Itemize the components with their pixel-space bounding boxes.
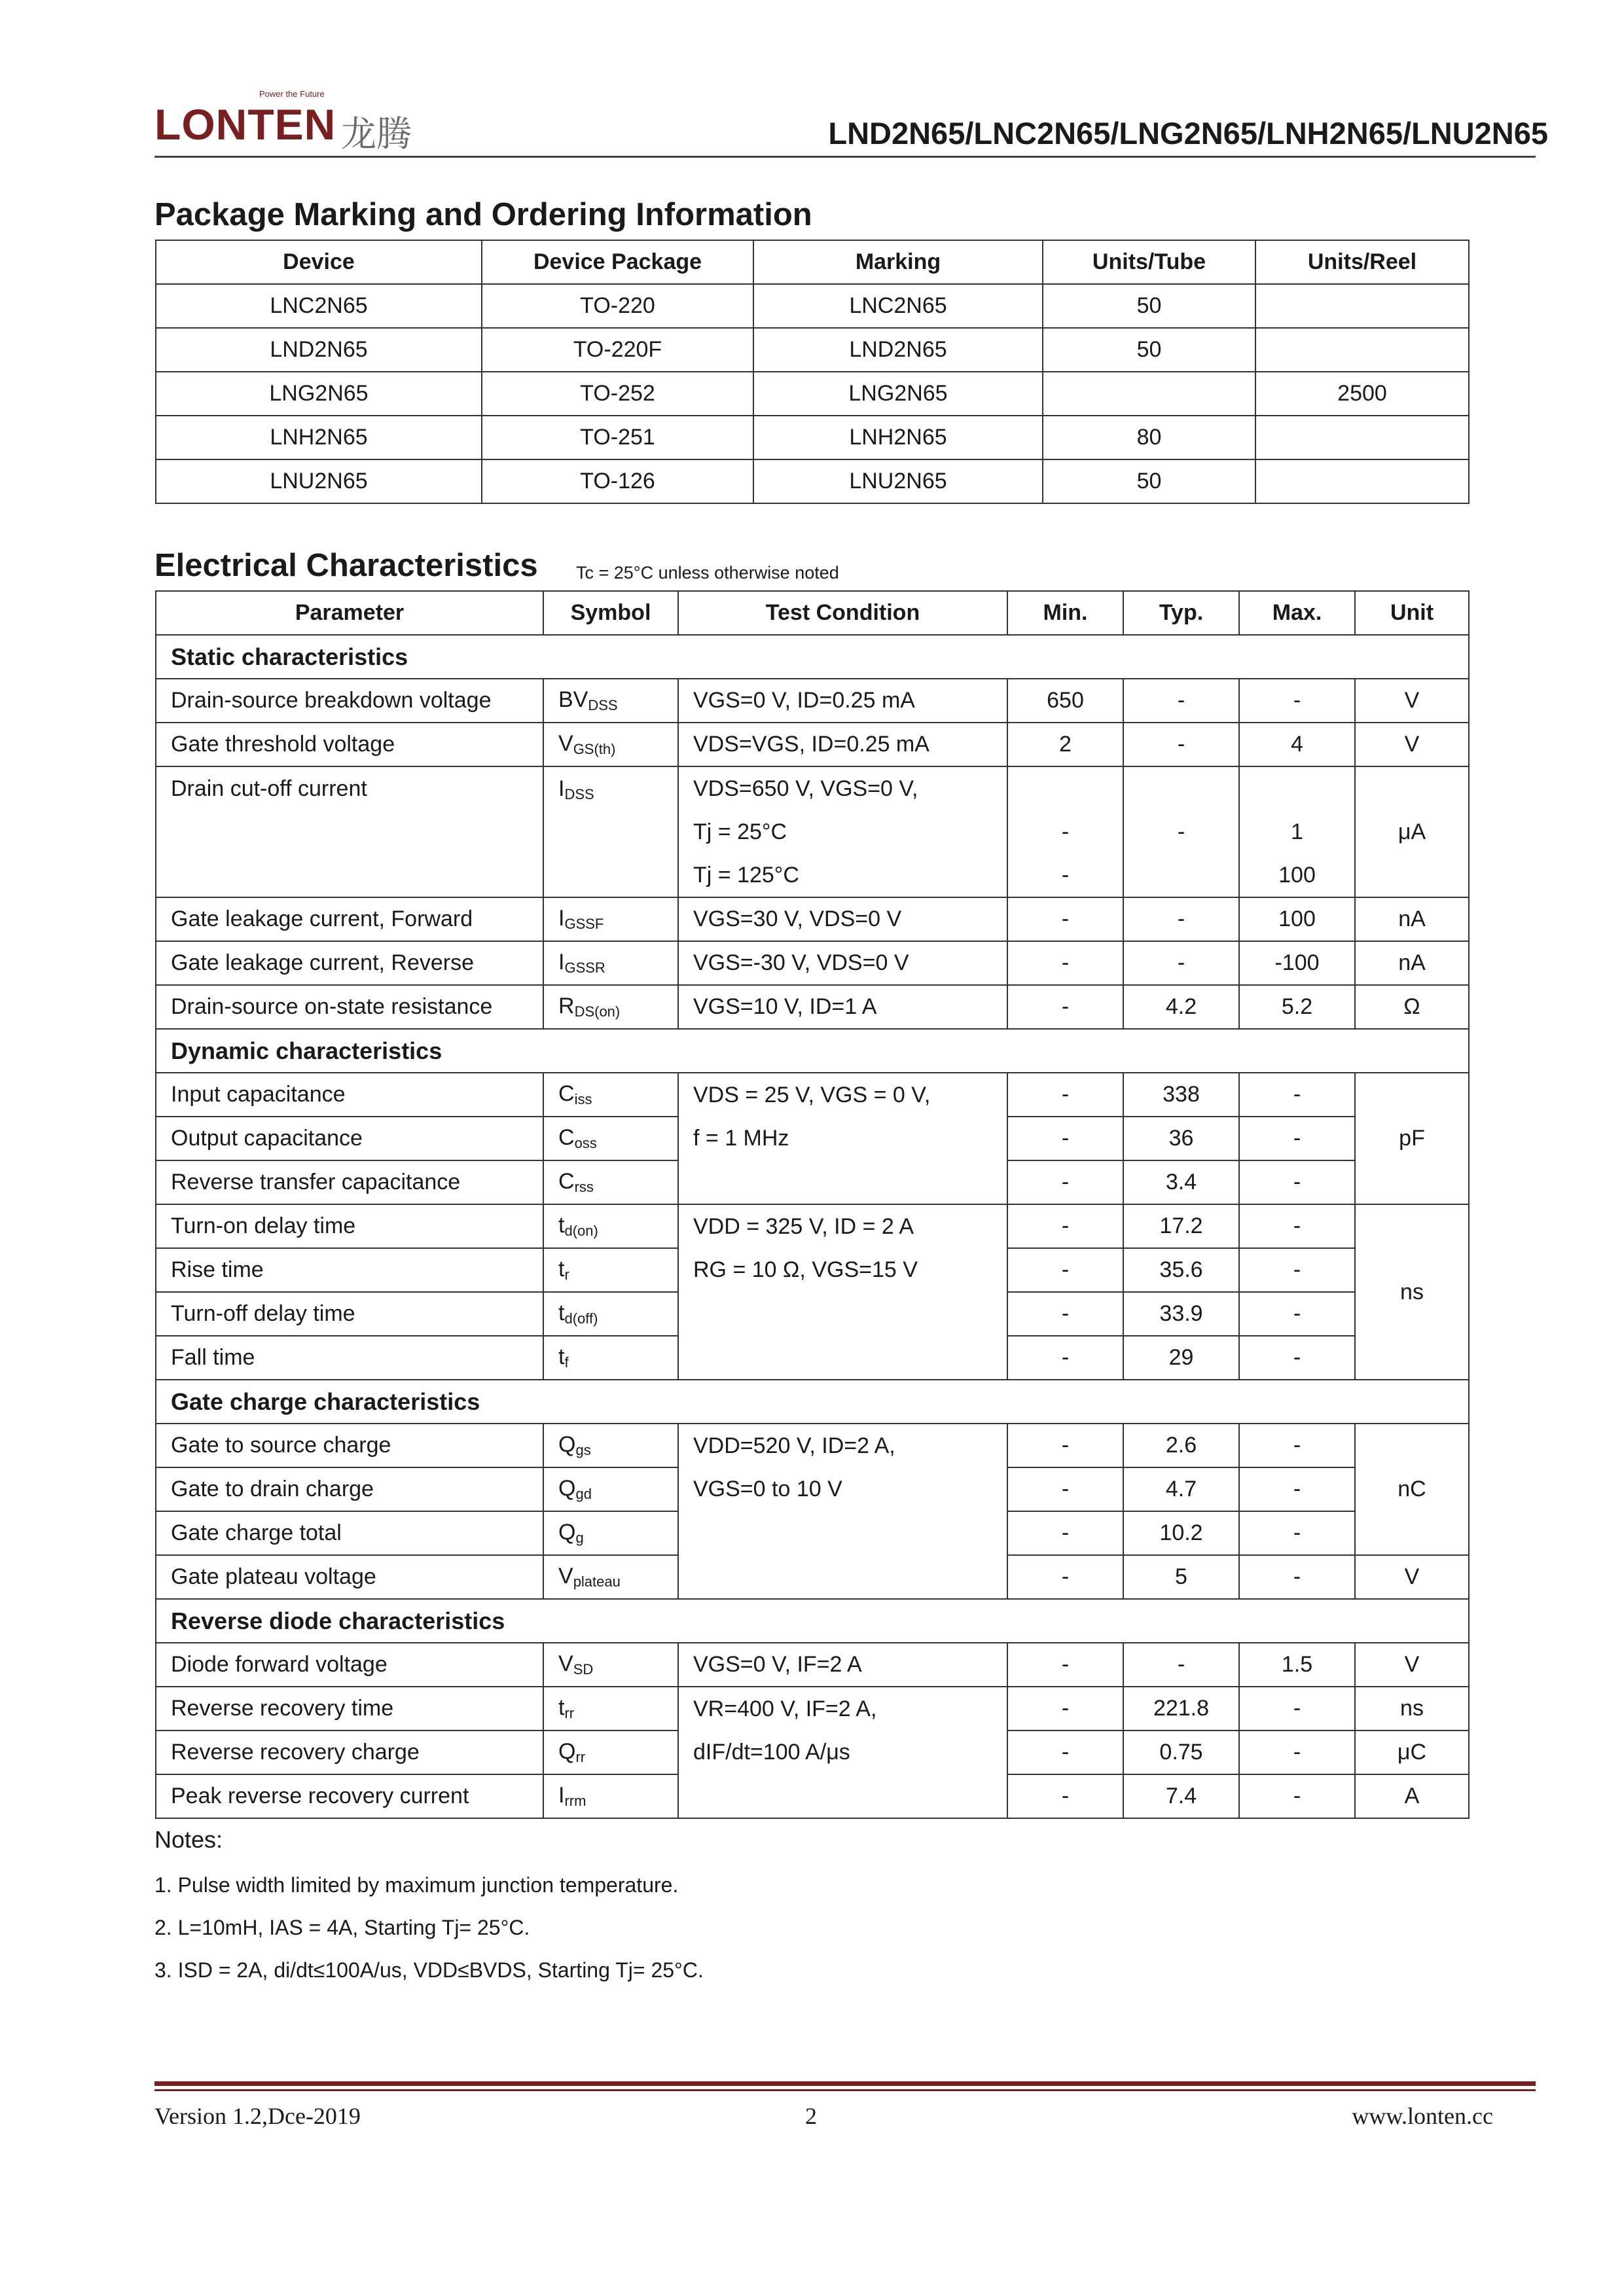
symbol-cell [543, 679, 678, 723]
footer-version: Version 1.2,Dce-2019 [154, 2103, 361, 2129]
typ-cell: - [1123, 1643, 1239, 1687]
symbol-cell [543, 1774, 678, 1818]
min-cell: - [1007, 1467, 1123, 1511]
table-row [156, 328, 1469, 372]
note-item: 3. ISD = 2A, di/dt≤100A/us, VDD≤BVDS, Starting Tj= 25°C. [154, 1958, 704, 1982]
condition-line: VGS=0 to 10 V [693, 1477, 842, 1501]
parameter-cell: Input capacitance [156, 1073, 543, 1117]
max-cell: 100 [1239, 897, 1355, 941]
symbol-cell [543, 1731, 678, 1774]
symbol-subscript: rr [575, 1749, 586, 1765]
parameter-cell: Rise time [156, 1248, 543, 1292]
value-line [1008, 767, 1123, 810]
cell: LNG2N65 [156, 372, 482, 416]
unit-cell: V [1355, 679, 1469, 723]
symbol: C [558, 1169, 575, 1194]
condition-cell: VGS=0 V, IF=2 A [678, 1643, 1007, 1687]
cell: LNH2N65 [156, 416, 482, 459]
parameter-cell: Gate charge total [156, 1511, 543, 1555]
symbol-subscript: SD [573, 1661, 594, 1677]
parameter-cell: Turn-off delay time [156, 1292, 543, 1336]
unit-cell: V [1355, 1643, 1469, 1687]
max-cell: - [1239, 1555, 1355, 1599]
table-row [156, 897, 1469, 941]
symbol: Q [558, 1739, 576, 1764]
max-cell: - [1239, 1073, 1355, 1117]
parameter-cell: Reverse recovery charge [156, 1731, 543, 1774]
symbol-cell [543, 1160, 678, 1204]
min-cell: - [1007, 1292, 1123, 1336]
typ-cell: 35.6 [1123, 1248, 1239, 1292]
typ-cell: 0.75 [1123, 1731, 1239, 1774]
cell: TO-252 [482, 372, 753, 416]
parameter-cell: Gate threshold voltage [156, 723, 543, 766]
cell: LNU2N65 [753, 459, 1043, 503]
unit-cell: nA [1355, 897, 1469, 941]
parameter-cell: Turn-on delay time [156, 1204, 543, 1248]
typ-cell: - [1123, 897, 1239, 941]
symbol-cell [543, 1467, 678, 1511]
max-cell: - [1239, 1160, 1355, 1204]
condition-line: Tj = 25°C [693, 819, 787, 844]
symbol: Q [558, 1476, 576, 1501]
unit-cell: μA [1355, 766, 1469, 897]
condition-cell [678, 766, 1007, 897]
unit-cell: Ω [1355, 985, 1469, 1029]
symbol: Q [558, 1432, 576, 1457]
typ-cell: 36 [1123, 1117, 1239, 1160]
cell: 80 [1043, 416, 1255, 459]
symbol-cell [543, 1248, 678, 1292]
typ-cell: 4.2 [1123, 985, 1239, 1029]
max-cell: - [1239, 1117, 1355, 1160]
footer-rule [154, 2081, 1536, 2086]
table-row [156, 1424, 1469, 1467]
unit-cell: V [1355, 1555, 1469, 1599]
cell: TO-126 [482, 459, 753, 503]
symbol-cell [543, 1073, 678, 1117]
footer-page-number: 2 [805, 2103, 817, 2129]
footer-rule-thin [154, 2089, 1536, 2091]
section-heading: Gate charge characteristics [156, 1380, 1469, 1424]
cell: 50 [1043, 284, 1255, 328]
unit-cell: V [1355, 723, 1469, 766]
symbol-subscript: d(on) [564, 1223, 598, 1239]
table-row [156, 1204, 1469, 1248]
min-cell: 650 [1007, 679, 1123, 723]
cell [1255, 284, 1469, 328]
table-row [156, 284, 1469, 328]
section-reverse-diode [156, 1599, 1469, 1643]
symbol-cell [543, 1117, 678, 1160]
condition-line: VDD = 325 V, ID = 2 A [693, 1214, 914, 1239]
value-line [1124, 767, 1238, 810]
cell: LNC2N65 [156, 284, 482, 328]
section-static [156, 635, 1469, 679]
symbol-subscript: rrm [564, 1793, 586, 1809]
note-item: 1. Pulse width limited by maximum junction temperature. [154, 1873, 679, 1897]
cell: LNG2N65 [753, 372, 1043, 416]
header-unit: Unit [1355, 591, 1469, 635]
cell [1255, 459, 1469, 503]
parameter-cell: Reverse recovery time [156, 1687, 543, 1731]
min-cell: - [1007, 1424, 1123, 1467]
parameter-cell: Gate plateau voltage [156, 1555, 543, 1599]
cell [1043, 372, 1255, 416]
notes-title: Notes: [154, 1826, 223, 1853]
symbol: C [558, 1125, 575, 1150]
condition-line: VR=400 V, IF=2 A, [693, 1696, 877, 1721]
unit-cell: A [1355, 1774, 1469, 1818]
min-cell: 2 [1007, 723, 1123, 766]
cell [1255, 416, 1469, 459]
max-cell: - [1239, 1511, 1355, 1555]
table-row [156, 1643, 1469, 1687]
min-cell: - [1007, 1555, 1123, 1599]
parameter-cell: Gate to drain charge [156, 1467, 543, 1511]
symbol-cell [543, 1687, 678, 1731]
cell: TO-251 [482, 416, 753, 459]
parameter-cell: Drain-source on-state resistance [156, 985, 543, 1029]
table-row [156, 459, 1469, 503]
symbol-cell [543, 985, 678, 1029]
lonten-logo [154, 77, 416, 156]
typ-cell: 10.2 [1123, 1511, 1239, 1555]
header-units-reel: Units/Reel [1255, 240, 1469, 284]
condition-cell: VGS=0 V, ID=0.25 mA [678, 679, 1007, 723]
condition-cell: VGS=30 V, VDS=0 V [678, 897, 1007, 941]
symbol-subscript: oss [574, 1135, 597, 1151]
symbol: t [558, 1213, 565, 1238]
symbol: BV [558, 687, 588, 712]
max-cell: 4 [1239, 723, 1355, 766]
cell: 50 [1043, 459, 1255, 503]
cell: TO-220 [482, 284, 753, 328]
value-line [1124, 853, 1238, 897]
min-cell: - [1007, 985, 1123, 1029]
unit-cell: ns [1355, 1687, 1469, 1731]
typ-cell: 7.4 [1123, 1774, 1239, 1818]
symbol: V [558, 1651, 573, 1676]
symbol-subscript: gd [575, 1486, 592, 1502]
symbol-subscript: r [564, 1266, 569, 1283]
min-cell: - [1007, 897, 1123, 941]
symbol: R [558, 994, 575, 1018]
symbol-subscript: rss [574, 1179, 594, 1195]
symbol-cell [543, 897, 678, 941]
max-cell: - [1239, 1467, 1355, 1511]
symbol: I [558, 906, 565, 931]
symbol: I [558, 950, 565, 975]
parameter-cell: Gate leakage current, Forward [156, 897, 543, 941]
value-line [1240, 767, 1354, 810]
cell: 2500 [1255, 372, 1469, 416]
table-row [156, 723, 1469, 766]
value-line: 100 [1278, 863, 1316, 888]
min-cell: - [1007, 1731, 1123, 1774]
typ-cell: 3.4 [1123, 1160, 1239, 1204]
unit-cell: nC [1355, 1424, 1469, 1555]
symbol-cell [543, 1336, 678, 1380]
parameter-cell: Gate to source charge [156, 1424, 543, 1467]
condition-cell [678, 1687, 1007, 1818]
header-parameter: Parameter [156, 591, 543, 635]
typ-cell: 4.7 [1123, 1467, 1239, 1511]
table-row [156, 941, 1469, 985]
max-cell: - [1239, 679, 1355, 723]
value-line: - [1177, 819, 1185, 844]
cell: 50 [1043, 328, 1255, 372]
parameter-cell: Drain cut-off current [156, 766, 543, 897]
symbol: Q [558, 1520, 576, 1545]
package-table [155, 240, 1470, 504]
header-rule [154, 156, 1536, 158]
max-cell: - [1239, 1204, 1355, 1248]
section-dynamic [156, 1029, 1469, 1073]
min-cell: - [1007, 941, 1123, 985]
condition-cell: VGS=10 V, ID=1 A [678, 985, 1007, 1029]
min-cell [1007, 766, 1123, 897]
cell [1255, 328, 1469, 372]
logo-text: LONTEN [154, 100, 336, 149]
min-cell: - [1007, 1687, 1123, 1731]
header-typ: Typ. [1123, 591, 1239, 635]
symbol: V [558, 731, 573, 756]
symbol: I [558, 1783, 565, 1808]
header-units-tube: Units/Tube [1043, 240, 1255, 284]
logo-chinese-text: 龙腾 [341, 113, 412, 154]
condition-line: f = 1 MHz [693, 1126, 789, 1151]
min-cell: - [1007, 1336, 1123, 1380]
max-cell: - [1239, 1731, 1355, 1774]
typ-cell: 5 [1123, 1555, 1239, 1599]
section-heading: Reverse diode characteristics [156, 1599, 1469, 1643]
symbol-subscript: gs [575, 1442, 591, 1458]
symbol-subscript: plateau [573, 1573, 621, 1590]
symbol-cell [543, 1511, 678, 1555]
symbol: I [558, 776, 565, 801]
min-cell: - [1007, 1073, 1123, 1117]
symbol-cell [543, 766, 678, 897]
symbol: t [558, 1257, 565, 1282]
max-cell: -100 [1239, 941, 1355, 985]
symbol-subscript: GSSF [564, 916, 604, 932]
value-line: - [1061, 863, 1070, 888]
symbol-cell [543, 1424, 678, 1467]
parameter-cell: Output capacitance [156, 1117, 543, 1160]
condition-line: RG = 10 Ω, VGS=15 V [693, 1257, 918, 1282]
max-cell: - [1239, 1424, 1355, 1467]
table-row [156, 1687, 1469, 1731]
max-cell: - [1239, 1687, 1355, 1731]
condition-cell [678, 1204, 1007, 1380]
symbol-cell [543, 941, 678, 985]
unit-cell: pF [1355, 1073, 1469, 1204]
max-cell: 1.5 [1239, 1643, 1355, 1687]
temperature-note: Tc = 25°C unless otherwise noted [576, 563, 839, 583]
min-cell: - [1007, 1511, 1123, 1555]
symbol-cell [543, 1204, 678, 1248]
typ-cell: 33.9 [1123, 1292, 1239, 1336]
unit-cell: ns [1355, 1204, 1469, 1380]
header-device-package: Device Package [482, 240, 753, 284]
symbol-subscript: f [564, 1354, 569, 1371]
table-row [156, 766, 1469, 897]
symbol-cell [543, 723, 678, 766]
symbol-subscript: g [575, 1530, 584, 1546]
section-heading: Static characteristics [156, 635, 1469, 679]
parameter-cell: Diode forward voltage [156, 1643, 543, 1687]
min-cell: - [1007, 1774, 1123, 1818]
condition-line: VDS = 25 V, VGS = 0 V, [693, 1083, 931, 1107]
parameter-cell: Gate leakage current, Reverse [156, 941, 543, 985]
symbol-subscript: iss [574, 1091, 592, 1107]
table-row [156, 985, 1469, 1029]
section-heading: Dynamic characteristics [156, 1029, 1469, 1073]
symbol-subscript: d(off) [564, 1310, 598, 1327]
symbol-cell [543, 1643, 678, 1687]
table-row [156, 372, 1469, 416]
typ-cell: - [1123, 679, 1239, 723]
max-cell: - [1239, 1292, 1355, 1336]
symbol: V [558, 1564, 573, 1588]
table-row [156, 416, 1469, 459]
document-title: LND2N65/LNC2N65/LNG2N65/LNH2N65/LNU2N65 [828, 116, 1548, 151]
symbol: t [558, 1300, 565, 1325]
symbol-subscript: DSS [588, 697, 618, 713]
symbol-cell [543, 1292, 678, 1336]
condition-line: VDS=650 V, VGS=0 V, [693, 776, 918, 801]
condition-line: VDD=520 V, ID=2 A, [693, 1433, 895, 1458]
logo-tagline: Power the Future [259, 89, 325, 99]
typ-cell [1123, 766, 1239, 897]
symbol-cell [543, 1555, 678, 1599]
section-gate-charge [156, 1380, 1469, 1424]
typ-cell: - [1123, 723, 1239, 766]
cell: LNC2N65 [753, 284, 1043, 328]
max-cell: - [1239, 1336, 1355, 1380]
symbol: C [558, 1081, 575, 1106]
min-cell: - [1007, 1248, 1123, 1292]
typ-cell: 29 [1123, 1336, 1239, 1380]
condition-cell: VGS=-30 V, VDS=0 V [678, 941, 1007, 985]
condition-cell [678, 1073, 1007, 1204]
condition-line: dIF/dt=100 A/μs [693, 1740, 850, 1765]
cell: TO-220F [482, 328, 753, 372]
max-cell: 5.2 [1239, 985, 1355, 1029]
typ-cell: 17.2 [1123, 1204, 1239, 1248]
condition-line: Tj = 125°C [693, 863, 799, 888]
note-item: 2. L=10mH, IAS = 4A, Starting Tj= 25°C. [154, 1916, 530, 1939]
max-cell: - [1239, 1774, 1355, 1818]
symbol-subscript: GSSR [564, 960, 605, 976]
electrical-header-row [156, 591, 1469, 635]
header-device: Device [156, 240, 482, 284]
unit-cell: nA [1355, 941, 1469, 985]
symbol-subscript: DSS [564, 786, 594, 802]
parameter-cell: Reverse transfer capacitance [156, 1160, 543, 1204]
min-cell: - [1007, 1160, 1123, 1204]
table-row [156, 679, 1469, 723]
max-cell [1239, 766, 1355, 897]
symbol-subscript: rr [564, 1705, 575, 1721]
cell: LND2N65 [753, 328, 1043, 372]
condition-cell [678, 1424, 1007, 1599]
min-cell: - [1007, 1643, 1123, 1687]
symbol: t [558, 1695, 565, 1720]
min-cell: - [1007, 1204, 1123, 1248]
typ-cell: 221.8 [1123, 1687, 1239, 1731]
header-test-condition: Test Condition [678, 591, 1007, 635]
condition-cell: VDS=VGS, ID=0.25 mA [678, 723, 1007, 766]
cell: LNU2N65 [156, 459, 482, 503]
typ-cell: - [1123, 941, 1239, 985]
table-row [156, 1073, 1469, 1117]
footer-website: www.lonten.cc [1352, 2103, 1493, 2129]
symbol-subscript: GS(th) [573, 741, 616, 757]
header-min: Min. [1007, 591, 1123, 635]
cell: LNH2N65 [753, 416, 1043, 459]
header-symbol: Symbol [543, 591, 678, 635]
header-max: Max. [1239, 591, 1355, 635]
header-marking: Marking [753, 240, 1043, 284]
parameter-cell: Drain-source breakdown voltage [156, 679, 543, 723]
symbol: t [558, 1344, 565, 1369]
cell: LND2N65 [156, 328, 482, 372]
parameter-cell: Fall time [156, 1336, 543, 1380]
package-section-title: Package Marking and Ordering Information [154, 197, 812, 232]
min-cell: - [1007, 1117, 1123, 1160]
typ-cell: 338 [1123, 1073, 1239, 1117]
typ-cell: 2.6 [1123, 1424, 1239, 1467]
electrical-table [155, 590, 1470, 1819]
package-header-row [156, 240, 1469, 284]
max-cell: - [1239, 1248, 1355, 1292]
symbol-subscript: DS(on) [574, 1003, 621, 1020]
value-line: 1 [1291, 819, 1303, 844]
unit-cell: μC [1355, 1731, 1469, 1774]
value-line: - [1061, 819, 1070, 844]
electrical-section-title: Electrical Characteristics [154, 548, 538, 583]
parameter-cell: Peak reverse recovery current [156, 1774, 543, 1818]
